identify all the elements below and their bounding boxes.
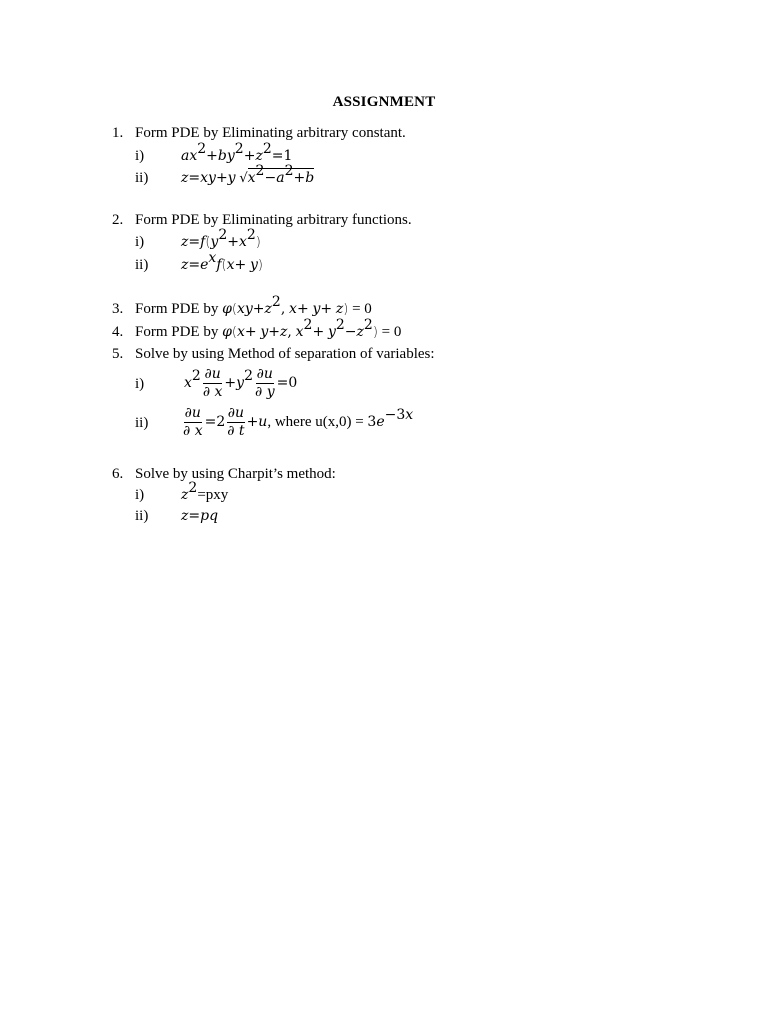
equation: $ax^2+by^2+z^2=1$ [181,141,293,164]
part-label: i) [135,487,145,503]
question-text: Form PDE by Eliminating arbitrary functions. [135,212,412,228]
document-title: ASSIGNMENT [332,94,436,110]
question-text: Form PDE by $\varphi(xy+z^2$, x+ y+ z) = 0 [135,294,372,317]
part-label: ii) [135,257,149,273]
question-number: 5. [112,346,124,362]
question-number: 2. [112,212,124,228]
question-text: Form PDE by φ(x+ y+z, $x^2+ y^2-z^2) = 0$ [135,317,402,340]
part-label: i) [135,234,145,250]
question-number: 3. [112,301,124,317]
part-label: i) [135,148,145,164]
equation: $\frac{\partial u}{\partial x}$ =2 $\frac{\partial u}{\partial t}$ +u, where $u(x,0) = 3e^{-3x}$ [183,405,414,439]
part-label: ii) [135,508,149,524]
equation: $x^2$ $\frac{\partial u}{\partial x}$ $+y^2$ $\frac{\partial u}{\partial y}$ =0 [184,366,298,400]
square-root-icon: $√x^2-a^2+b$ [239,163,315,186]
question-number: 1. [112,125,124,141]
question-text: Solve by using Method of separation of variables: [135,346,435,362]
part-label: ii) [135,415,149,431]
equation: z=pq [181,508,219,524]
part-label: i) [135,376,145,392]
question-text: Solve by using Charpit’s method: [135,466,336,482]
equation: $z=e^xf(x+ y)$ [181,250,263,273]
equation: $z=f(y^2+x^2)$ [181,227,261,250]
question-number: 4. [112,324,124,340]
equation: z=xy+y $√x^2-a^2+b$ [181,163,315,186]
question-number: 6. [112,466,124,482]
part-label: ii) [135,170,149,186]
equation: $z^2=pxy$ [181,480,229,503]
question-text: Form PDE by Eliminating arbitrary constant. [135,125,406,141]
